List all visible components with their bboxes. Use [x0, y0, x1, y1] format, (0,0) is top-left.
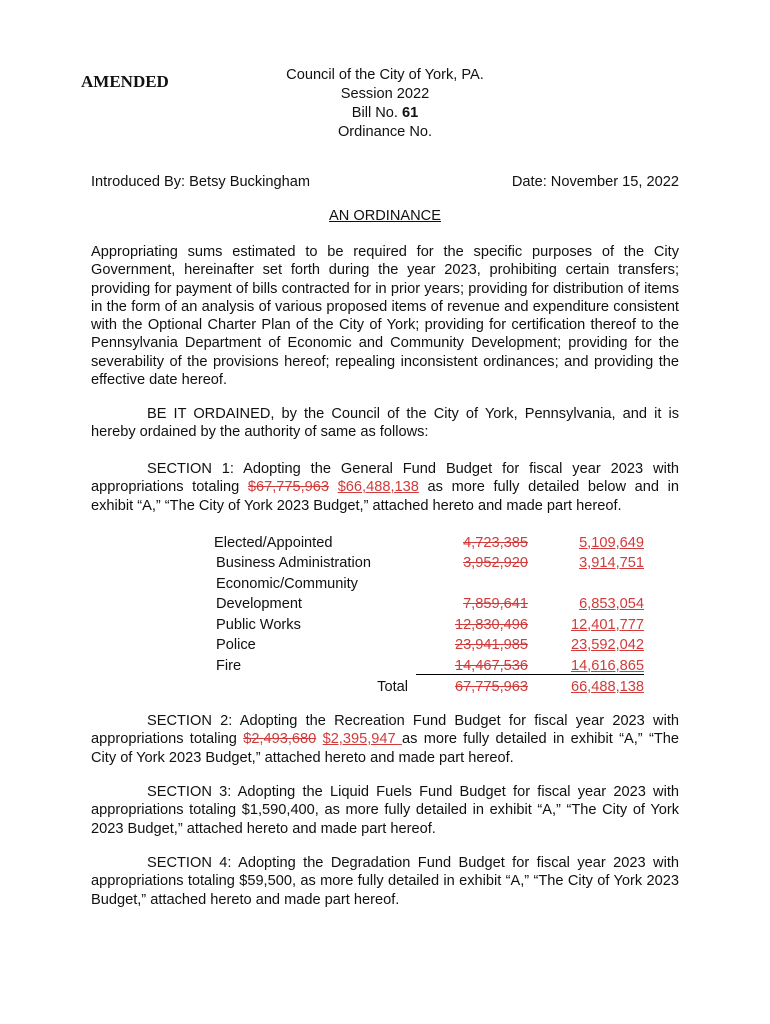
budget-row	[210, 612, 644, 633]
budget-total-row	[210, 674, 644, 695]
department-name: Fire	[216, 658, 242, 674]
section-2-paragraph	[91, 712, 679, 767]
be-it-ordained-paragraph: BE IT ORDAINED, by the Council of the City of York, Pennsylvania, and it is hereby ordained by the authority of same as follows:	[91, 406, 679, 441]
old-amount: 14,467,536	[416, 653, 528, 674]
introduced-by: Introduced By: Betsy Buckingham	[91, 174, 311, 190]
bill-line	[220, 104, 550, 123]
old-amount: 4,723,385	[463, 534, 528, 551]
budget-row	[210, 571, 644, 592]
department-name: Public Works	[216, 616, 301, 633]
section-1-old-total: $67,775,963	[247, 479, 330, 496]
new-amount: 3,914,751	[579, 555, 644, 571]
new-amount: 6,853,054	[579, 596, 644, 612]
new-amount: 12,401,777	[570, 616, 644, 633]
ordinance-number-line: Ordinance No.	[337, 124, 433, 140]
old-amount: 23,941,985	[454, 637, 528, 653]
budget-row	[210, 530, 644, 551]
bill-prefix: Bill No.	[351, 105, 398, 121]
department-name: Police	[216, 637, 256, 653]
budget-row	[210, 551, 644, 572]
new-total-amount: 66,488,138	[528, 674, 644, 695]
new-amount	[528, 571, 644, 592]
preamble-paragraph: Appropriating sums estimated to be required for the specific purposes of the City Government, hereinafter set forth during the year 2023, prohibiting certain transfers; providing for payment of bills contracted for in prior years; providing for distribution of items in the form of an analysis of various proposed items of revenue and expenditure consistent with the Optional Charter Plan of the City of York; providing for certification thereof to the Pennsylvania Department of Economic and Community Development; providing for the severability of the provisions hereof; repealing inconsistent ordinances; and providing the effective date hereof.	[91, 244, 679, 389]
section-1-text-end: as more fully detailed below and in exhibit “A,” “The City of York 2023 Budget,” attached hereto and made part hereof.	[91, 479, 679, 514]
old-amount: 7,859,641	[463, 596, 528, 612]
council-line: Council of the City of York, PA.	[286, 67, 484, 83]
section-2-old-total: $2,493,680	[243, 731, 317, 748]
section-1-paragraph	[91, 460, 679, 515]
total-label: Total	[377, 679, 408, 695]
new-amount: 23,592,042	[570, 637, 644, 653]
section-1-text: SECTION 1: Adopting the General Fund Budget for fiscal year 2023 with appropriations totaling	[91, 461, 679, 496]
old-total-amount: 67,775,963	[416, 674, 528, 695]
amended-label: AMENDED	[81, 72, 169, 91]
department-name: Development	[216, 596, 302, 612]
new-amount: 14,616,865	[528, 653, 644, 674]
section-4-paragraph: SECTION 4: Adopting the Degradation Fund Budget for fiscal year 2023 with appropriations totaling $59,500, as more fully detailed in exhibit “A,” “The City of York 2023 Budget,” attached hereto and made part hereof.	[91, 855, 679, 908]
bill-number: 61	[402, 105, 419, 121]
department-name: Business Administration	[216, 555, 371, 571]
new-amount: 5,109,649	[579, 534, 644, 551]
session-line: Session 2022	[340, 86, 430, 102]
department-name: Elected/Appointed	[214, 534, 333, 551]
budget-row	[210, 633, 644, 654]
section-2-text-end: as more fully detailed in exhibit “A,” “The City of York 2023 Budget,” attached hereto and made part hereof.	[91, 731, 679, 766]
section-1-new-total: $66,488,138	[337, 479, 419, 496]
ordinance-date: Date: November 15, 2022	[511, 174, 679, 190]
section-2-new-total: $2,395,947	[322, 731, 402, 748]
old-amount	[416, 571, 528, 592]
old-amount: 12,830,496	[454, 616, 528, 633]
old-amount: 3,952,920	[463, 555, 528, 571]
document-header	[220, 66, 550, 142]
budget-row	[210, 592, 644, 613]
department-name: Economic/Community	[216, 575, 358, 592]
budget-row	[210, 653, 644, 674]
budget-table	[210, 530, 644, 695]
ordinance-title: AN ORDINANCE	[329, 208, 441, 224]
section-3-paragraph: SECTION 3: Adopting the Liquid Fuels Fund Budget for fiscal year 2023 with appropriations totaling $1,590,400, as more fully detailed in exhibit “A,” “The City of York 2023 Budget,” attached hereto and made part hereof.	[91, 784, 679, 837]
section-2-text: SECTION 2: Adopting the Recreation Fund Budget for fiscal year 2023 with appropriations totaling	[91, 713, 679, 748]
